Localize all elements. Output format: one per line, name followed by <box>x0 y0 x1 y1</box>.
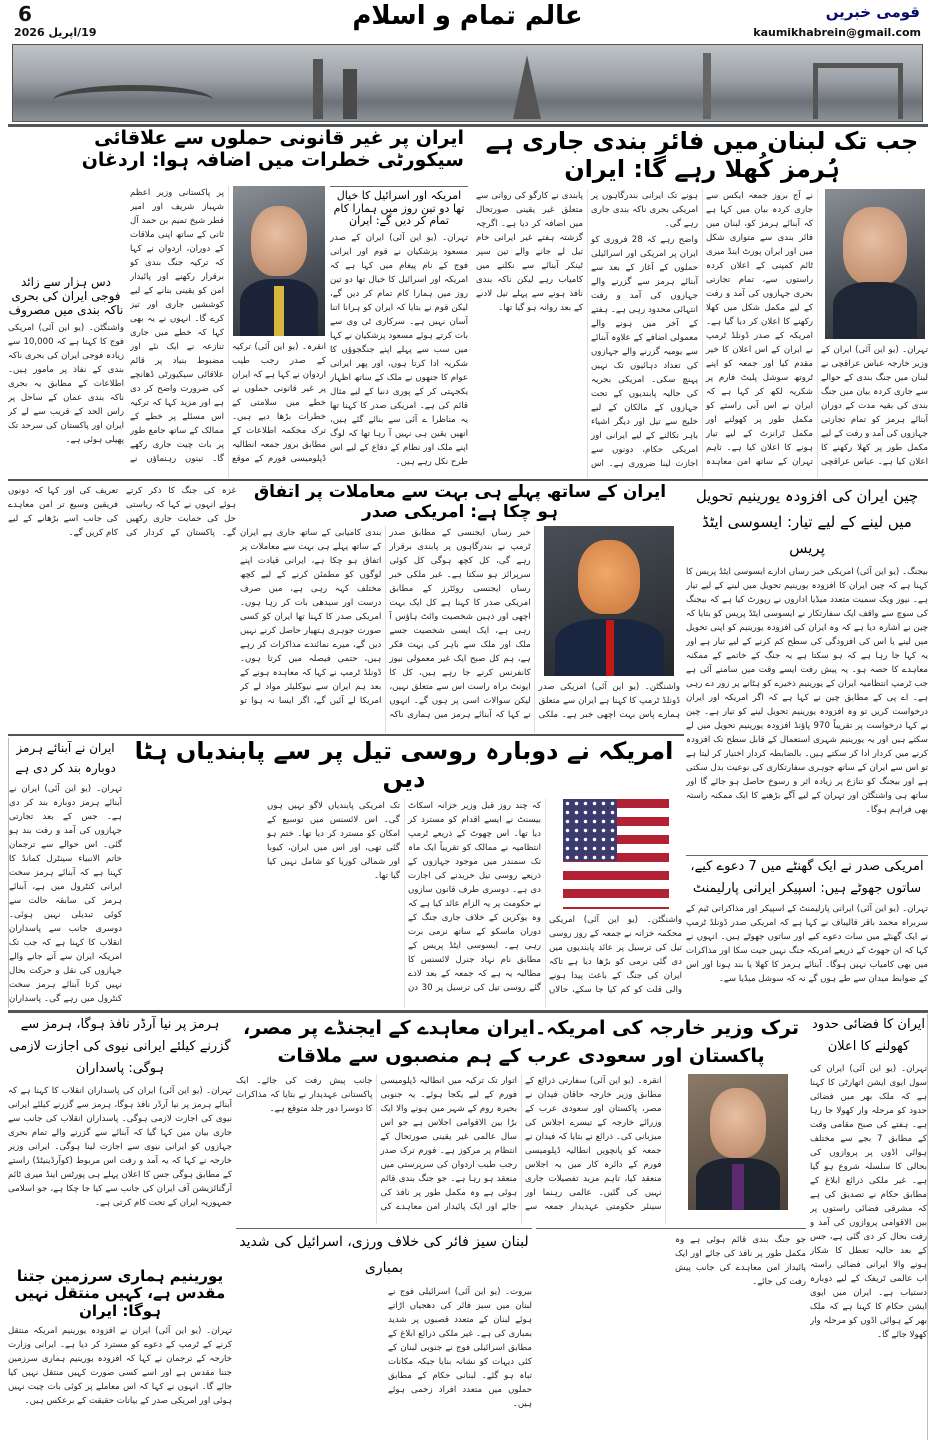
photo-us-flag <box>563 799 669 909</box>
article-turkish-fm-continued: جو جنگ بندی قائم ہوئی ہے وہ مکمل طور پر نافذ کی جائے اور ایک پائیدار امن معاہدے کی جانب پیش رفت کی جائے۔ <box>536 1228 806 1440</box>
headline: ایران نے آبنائے ہرمز دوبارہ بند کر دی ہے <box>15 741 116 775</box>
section-title: عالم تمام و اسلام <box>352 1 583 31</box>
article-turkish-fm <box>236 1014 806 1224</box>
article-airspace <box>810 1014 928 1440</box>
page-number: 6 <box>18 2 32 26</box>
article-hormuz-order <box>8 1014 232 1264</box>
article-body: واشنگٹن۔ (یو این آئی) امریکی محکمہ خزانہ نے جمعہ کے روز روسی تیل کی ترسیل پر عائد پابندیوں میں دی گئی نرمی کو بڑھا دیا ہے تاکہ ایران کی جنگ کے باعث پیدا ہونے والی قلت کو کم کیا جا سکے، حالاں کہ چند روز قبل وزیر خزانہ اسکاٹ بیسنٹ نے ایسے اقدام کو مسترد کر دیا تھا۔ اس چھوٹ کے ذریعے ٹرمپ انتظامیہ نے ممالک کو تقریباً ایک ماہ تک سمندر میں موجود جہازوں کے ذریعے روسی تیل خریدنے کی اجازت دی ہے۔ دوسری طرف قانون سازوں نے حکومت پر یہ الزام عائد کیا ہے کہ وہ یوکرین کے خلاف جاری جنگ کے دوران ماسکو کے ساتھ نرمی برت رہی ہے۔ ایسوسی ایٹڈ پریس کے مطابق نام نہاد جنرل لائسنس کا مطالبہ یہ ہے کہ جمعہ کے بعد لادے گئے روسی تیل کی ترسیل پر 30 دن تک امریکی پابندیاں لاگو نہیں ہوں گی۔ اس لائسنس میں توسیع کے امکان کو مسترد کر دیا تھا۔ ختم ہو گئی تھی، اور اس میں ایران، کیوبا اور شمالی کوریا کو شامل نہیں کیا گیا تھا۔ <box>267 801 682 996</box>
logo-icon <box>770 2 920 24</box>
email-address: kaumikhabrein@gmail.com <box>753 26 921 39</box>
subheadline: دس ہزار سے زائد فوجی ایران کی بحری ناکہ بندی میں مصروف <box>8 275 124 317</box>
page-header <box>0 0 935 42</box>
flag-stars-icon <box>563 799 617 861</box>
photo-hakan-fidan <box>688 1074 788 1210</box>
article-body: واشنگٹن۔ (یو این آئی) امریکی صدر ڈونلڈ ٹرمپ کا کہنا ہے ایران سے متعلق ہمارے پاس بہت اچھی خبر ہے۔ ملکی خبر رساں ایجنسی کے مطابق صدر ٹرمپ نے بندرگاہوں پر پابندی برقرار رہے گی، کل کچھ ہوگی کل کوئی سرپرائز ہو سکتا ہے۔ غیر ملکی خبر رساں ایجنسی روئٹرز کے مطابق امریکی صدر کا کہنا ہے کل ایک بہت اچھی اور ذہین شخصیت وائٹ ہاؤس آ رہی ہے، ایک ایسی شخصیت جسے ملک اور ملک سے باہر کی بہت فکر ہے، ہم کل صبح ایک غیر معمولی نیوز کانفرنس کرنے جا رہے ہیں، کل کا ایونٹ براہ راست اس سے متعلق نہیں، لیکن سوالات اسی پر ہوں گے۔ انہوں نے کہا کہ آبنائے ہرمز میں ہماری ناکہ بندی کامیابی کے ساتھ جاری ہے ایران کے ساتھ پہلے ہی بہت سے معاملات پر اتفاق ہو چکا ہے، ایرانی قیادت اپنے لوگوں کو مطمئن کرنے کے لیے کچھ مختلف کہہ رہی ہے، میں صرف درست اور سیدھی بات کر رہا ہوں۔ امریکی صدر کا کہنا تھا ایران کو کسی صورت جوہری ہتھیار حاصل کرنے نہیں دیں گے، میرے نمائندے مذاکرات کر رہے ہیں، حتمی فیصلہ میں کرتا ہوں۔ ڈونلڈ ٹرمپ نے کہا کہ معاہدہ ہونے کے بعد ہم ایران سے نیوکلیئر مواد لے کر امریکا لے آئیں گے، اگر ایسا نہ ہوا تو <box>240 528 680 721</box>
article-body: تہران۔ (یو این آئی) ایرانی پارلیمنٹ کے اسپیکر اور مذاکراتی ٹیم کے سربراہ محمد باقر قالیباف نے کہا ہے کہ امریکی صدر ڈونلڈ ٹرمپ نے ایک گھنٹے میں سات دعوے کیے اور ساتوں جھوٹے ہیں۔ انہوں نے کہا کہ ان جھوٹ کے ذریعے امریکہ جنگ نہیں جیت سکا اور مذاکرات میں بھی کامیاب نہیں ہوگا۔ آبنائے ہرمز کا کھلا یا بند ہونا اور اس کے ضوابط میدان سے طے ہوں گے نہ کہ سوشل میڈیا سے۔ <box>686 904 928 984</box>
headline: ایران کا فضائی حدود کھولنے کا اعلان <box>812 1017 925 1054</box>
article-seven-claims <box>686 855 928 1008</box>
article-uranium-sacred <box>8 1268 232 1440</box>
article-hormuz-open <box>476 128 928 478</box>
article-body: تہران۔ (یو این آئی) ایران کی سول ایوی ایشن اتھارٹی کا کہنا ہے کہ ملک بھر میں فضائی حدود کو مرحلہ وار کھولا جا رہا ہے۔ ہفتے کی صبح مقامی وقت کے مطابق 7 بجے سے مختلف ہوائی اڈوں پر پروازوں کی بحالی کا سلسلہ شروع ہو گیا ہے۔ غیر ملکی ذرائع ابلاغ کے مطابق حکام نے تصدیق کی ہے کہ مشرقی فضائی راستوں پر بین الاقوامی پروازوں کی آمد و رفت بحال کر دی گئی ہے، جس کے بعد حالیہ تعطل کا شکار ہونے والا ایرانی فضائی راستہ اب عالمی ٹریفک کے لیے دوبارہ دستیاب ہے۔ ایران میں ایوی ایشن حکام کا کہنا ہے کہ ملک بھر کے ہوائی اڈوں کو مرحلہ وار کھولا جائے گا۔ <box>810 1064 927 1340</box>
article-china-uranium <box>686 483 928 851</box>
subheadline: امریکہ اور اسرائیل کا خیال تھا دو تین روز میں ہمارا کام تمام کر دیں گے: ایران <box>333 189 465 228</box>
article-body: تہران۔ (یو این آئی) ایران کے صدر مسعود پزشکیان نے قوم اور ایرانی فوج کے نام پیغام میں کہا ہے کہ امریکہ اور اسرائیل کا خیال تھا دو تین روز میں ہمارا کام تمام کر دیں گے، لیکن قوم نے بتایا کہ ایران کو ہرانا اتنا آسان نہیں ہے۔ سرکاری ٹی وی سے بات کرتے ہوئے مسعود پزشکیان نے کہا میں سب سے پہلے اپنے جنگجوؤں کا شکریہ ادا کرتا ہوں، اور پھر ایرانی عوام کا جنھوں نے ملک کے ساتھ اظہار یکجہتی کر کے پوری دنیا کے لیے مثال قائم کی ہے۔ امریکی صدر کا کہنا تھا یہ مناظرا ے آئی سے بنائے گئے ہیں، انھیں یقین ہی نہیں آ رہا تھا کہ لوگ اپنے ملک اور نظام کے دفاع کے لیے اس طرح نکل رہے ہیں۔ <box>330 232 468 467</box>
headline: ہرمز پر نیا آرڈر نافذ ہوگا، ہرمز سے گزرنے کیلئے ایرانی نیوی کی اجازت لازمی ہوگی: پاسداران <box>9 1017 231 1076</box>
article-body: انقرہ۔ (یو این آئی) سفارتی ذرائع کے مطابق وزیر خارجہ حاقان فیدان نے مصر، پاکستان اور سعودی عرب کے وزرائے خارجہ کے تیسرے اجلاس کی میزبانی کی۔ ذرائع نے بتایا کہ فیدان نے جمعہ کو پانچویں انطالیہ ڈپلومیسی فورم کے دائرہ کار میں یہ اجلاس منعقد کیا، تاہم مزید تفصیلات جاری نہیں کی گئیں۔ عالمی رہنما اور سینئر حکومتی عہدیدار جمعہ سے اتوار تک ترکیہ میں انطالیہ ڈپلومیسی فورم کے لیے یکجا ہوئے۔ یہ جنوبی بحیرہ روم کے شہر میں ہونے والا ایک بڑا بین الاقوامی اجلاس ہے جو اس سال عالمی غیر یقینی صورتحال کے انتظام پر مرکوز ہے۔ فورم ترک صدر رجب طیب اردوان کی سرپرستی میں منعقد ہو رہا ہے۔ جو جنگ بندی قائم ہوئی ہے وہ مکمل طور پر نافذ کی جائے اور ایک پائیدار امن معاہدے کی جانب پیش رفت کی جائے۔ ایک پاکستانی عہدیدار نے بتایا کہ مذاکرات کا دوسرا دور جلد متوقع ہے۔ <box>236 1074 806 1224</box>
article-body: تہران۔ (یو این آئی) ایران کے وزیر خارجہ عباس عراقچی نے لبنان میں جنگ بندی کے حوالے سے جاری کردہ بیان میں جنگ بندی کی بقیہ مدت کے دوران آبنائے ہرمز کو تمام تجارتی جہازوں کی آمد و رفت کے لیے مکمل طور پر کھلا رکھنے کا اعلان کیا ہے۔ عباس عراقچی نے آج بروز جمعہ ایکس سے جاری کردہ بیان میں کہا ہے کہ آبنائے ہرمز کو، لبنان میں فائر بندی سے متوازی شکل میں اور ایران پورٹ اینڈ میری ٹائم کمپنی کے اعلان کردہ راستوں سے، تمام تجارتی بحری جہازوں کی آمد و رفت کے لیے مکمل شکل میں کھلا رکھنے کا اعلان کر دیا گیا ہے۔ امریکہ کے صدر ڈونلڈ ٹرمپ نے ایران کے اس اعلان کا خیر مقدم کیا اور جمعہ کو اپنے ٹروتھ سوشل پلیٹ فارم پر شکریہ لکھ کر کہا ہے کہ ایران نے اس آبی راستے کو مکمل طور پر کھولنے اور مکمل ٹرانزٹ کے لیے تیار ہونے کا اعلان کیا ہے۔ تاہم تہران کے ساتھ امن معاہدہ ہونے تک ایرانی بندرگاہوں پر امریکی بحری ناکہ بندی جاری رہے گی۔ واضح رہے کہ 28 فروری کو ایران پر امریکی اور اسرائیلی حملوں کے آغاز کے بعد سے آبنائے ہرمز سے گزرنے والے جہازوں کی آمد و رفت انتہائی محدود رہی ہے۔ ہفتے کے آخر میں ہونے والے معمولی اضافے کے علاوہ آبنائے سے یومیہ گزرنے والے جہازوں کی تعداد دہائیوں تک نہیں پہنچ سکی۔ امریکی بحریہ کی حالیہ پابندیوں کے تحت جہازوں کے مالکان کے لیے خلیج سے تیل اور دیگر اشیاء باہر نکالنے کے لیے ایرانی اور امریکی حکام، دونوں سے اجازت لینا ضروری ہے۔ اس پابندی نے کارگو کی روانی سے متعلق غیر یقینی صورتحال میں اضافہ کر دیا ہے۔ اگرچہ گزشتہ ہفتے غیر ایرانی خام تیل لے جانے والے تین سپر ٹینکر آبنائے سے نکلنے میں کامیاب رہے لیکن ناکہ بندی نافذ ہونے سے پہلے تیل لادنے کے بعد روانہ ہو گیا تھا۔ <box>476 191 928 470</box>
headline: ترک وزیر خارجہ کی امریکہ۔ایران معاہدے کے ایجنڈے پر مصر، پاکستان اور سعودی عرب کے ہم منصبوں سے ملاقات <box>243 1017 799 1067</box>
article-ten-thousand <box>8 186 124 478</box>
paper-name: قومی خبریں <box>825 3 920 21</box>
photo-donald-trump <box>544 526 674 676</box>
article-body: واشنگٹن۔ (یو این آئی) امریکی فوج کا کہنا ہے کہ 10,000 سے زیادہ فوجی ایران کی بحری ناکہ بندی کے نفاذ پر مامور ہیں۔ اطلاعات کے مطابق یہ بحری ناکہ بندی عمان کے ساحل پر راس الحد کے قریب سے لے کر ایران اور پاکستان کی سرحد تک پھیلی ہوئی ہے۔ <box>8 323 124 446</box>
article-pezeshkian <box>330 186 468 478</box>
article-body: بیجنگ۔ (یو این آئی) امریکی خبر رساں ادارے ایسوسی ایٹڈ پریس کا کہنا ہے کہ چین ایران کا افزودہ یورینیم تحویل میں لینے کے لیے تیار ہے۔ نیوز ویک سمیت متعدد میڈیا اداروں نے رپورٹ کیا ہے کہ بیجنگ کی سوچ سے واقف ایک سفارتکار نے ایسوسی ایٹڈ پریس کو بتایا کہ چین نے اشارہ دیا ہے کہ وہ ایران کی افزودہ یورینیم کو اپنی تحویل میں لینے یا اس کی افزودگی کی سطح کم کرنے کے لیے تیار ہے اور یہ کہا جا رہا ہے کہ ہو سکتا ہے یہ جنگ کے خاتمے کے ممکنہ معاہدے کا حصہ ہو۔ یہ پیش رفت ایسے وقت میں سامنے آئی ہے جب ٹرمپ انتظامیہ ایران کے یورینیم ذخیرے کو ہٹانے پر زور دے رہی ہے۔ اے پی کے مطابق چین نے کہا ہے کہ اگر امریکہ اور ایران درخواست کریں تو وہ افزودہ یورینیم تحویل لینے کو تیار ہے۔ چین نے کہا درخواست پر تقریباً 970 پاؤنڈ افزودہ یورینیم تحویل میں لے سکتے ہیں اور یہ یورینیم شہری استعمال کے قابل سطح تک افزودہ کرنے میں کردار ادا کر سکتے ہیں۔ بالضابطہ کردار اختیار کر لیتا ہے تو اس سے ایران کے ساتھ جوہری سفارتکاری کی نوعیت بدل سکتی ہے اور بیجنگ کو تنازع پر زیادہ اثر و رسوخ حاصل ہو جائے گا اور ساتھ ہی واشنگٹن اور تہران کے لیے آگے بڑھنے کا ایک ممکنہ راستہ بھی فراہم ہوگا۔ <box>686 567 928 815</box>
article-lebanon <box>236 1228 532 1440</box>
article-trump <box>240 483 680 733</box>
headline: امریکی صدر نے ایک گھنٹے میں 7 دعوے کیے، ساتوں جھوٹے ہیں: اسپیکر ایرانی پارلیمنٹ <box>690 859 924 896</box>
headline: یورینیم ہماری سرزمین جتنا مقدس ہے، کہیں منتقل نہیں ہوگا: ایران <box>14 1268 226 1320</box>
headline: جب تک لبنان میں فائر بندی جاری ہے ہُرمز کُھلا رہے گا: ایران <box>485 128 919 183</box>
article-russian-oil <box>126 738 682 1008</box>
article-hormuz-closed <box>8 738 122 1008</box>
photo-erdogan <box>233 186 325 336</box>
skyline-banner <box>12 44 923 122</box>
article-erdogan-continued: غزہ کی جنگ کا ذکر کرتے ہوئے انہوں نے کہا کہ ریاستی حل کی حمایت جاری رکھیں گے۔ پاکستان کے کردار کی تعریف کی اور کہا کہ دونوں فریقین وسیع تر امن معاہدے کی جانب اسے بڑھانے کے لیے کام کریں گے۔ <box>8 486 236 538</box>
article-body: تہران۔ (یو این آئی) ایران کی پاسداران انقلاب کا کہنا ہے کہ آبنائے ہرمز پر نیا آرڈر نافذ ہوگا، ہرمز سے گزرنے کیلئے ایرانی نیوی کی اجازت لازمی ہوگی۔ پاسداران انقلاب کی جانب سے جاری بیان میں کہا گیا کہ آبنائے سے گزرنے والے تمام بحری جہازوں کو ایرانی نیوی سے اجازت لینا ہوگی۔ ایرانی وزیر خارجہ نے کہا کہ یہ آمد و رفت اس مربوط (کوآرڈینیٹڈ) راستے کے مطابق ہوگی جس کا اعلان پہلے ہی پورٹس اینڈ میری ٹائم آرگنائزیشن آف ایران کی جانب سے کیا جا چکا ہے، جو اسلامی جمہوریہ ایران کے تحت کام کرتی ہے۔ <box>8 1086 232 1208</box>
photo-abbas-araghchi <box>825 189 925 339</box>
article-erdogan-body: انقرہ۔ (یو این آئی) ترکیہ کے صدر رجب طیب اردوان نے کہا ہے کہ ایران پر غیر قانونی حملوں نے خطے میں سلامتی کے خطرات بڑھا دیے ہیں۔ ترک محکمہ اطلاعات کے مطابق بروز جمعہ انطالیہ ڈپلومیسی فورم کے موقع پر پاکستانی وزیر اعظم شہباز شریف اور امیر قطر شیخ تمیم بن حمد آل ثانی کے ساتھ اپنی ملاقات کے دوران، اردوان نے کہا کہ ترکیہ جنگ بندی کو برقرار رکھنے اور پائیدار امن کو یقینی بنانے کے لیے کوششیں جاری اور تیز کرے گا۔ انہوں نے یہ بھی کہا کہ خطے میں جاری تنازعہ نے ایک نئے اور مضبوط بنیاد پر قائم علاقائی سیکیورٹی ڈھانچے کی ضرورت واضح کر دی ہے اور مزید کہا کہ ترکیہ اس مسئلے پر خطے کے ممالک کے ساتھ جامع طور پر بات چیت جاری رکھے گا۔ تینوں رہنماؤں نے <box>130 188 326 464</box>
headline: امریکہ نے دوبارہ روسی تیل پر سے پابندیاں ہٹا دیں <box>134 738 674 793</box>
article-body: بیروت۔ (یو این آئی) اسرائیلی فوج نے لبنان میں سیز فائر کی دھجیاں اڑاتے ہوئے لبنان کے متعدد قصبوں پر شدید بمباری کی ہے۔ غیر ملکی ذرائع ابلاغ کے مطابق اسرائیلی فوج نے جنوبی لبنان کے کئی دیہات کو نشانہ بنایا جبکہ مکانات تباہ ہو گئے۔ لبنانی حکام کے مطابق حملوں میں متعدد افراد زخمی ہوئے ہیں۔ <box>388 1287 532 1409</box>
article-body: تہران۔ (یو این آئی) ایران نے افزودہ یورینیم امریکہ منتقل کرنے کے ٹرمپ کے دعوے کو مسترد کر دیا ہے۔ ایرانی وزارت خارجہ کے ترجمان نے کہا کہ افزودہ یورینیم ہماری سرزمین جتنا مقدس ہے اور اسے کسی صورت کہیں منتقل نہیں کیا جائے گا۔ انہوں نے کہا کہ اس معاملے پر کوئی بات چیت نہیں ہوئی اور امریکی صدر کے بیانات حقیقت کے برعکس ہیں۔ <box>8 1325 232 1406</box>
headline: چین ایران کی افزودہ یورینیم تحویل میں لینے کے لیے تیار: ایسوسی ایٹڈ پریس <box>695 487 919 557</box>
issue-date: 19/اپریل 2026 <box>14 26 97 39</box>
headline: لبنان سیز فائر کی خلاف ورزی، اسرائیل کی شدید بمباری <box>239 1234 529 1276</box>
erdogan-headline: ایران پر غیر قانونی حملوں سے علاقائی سیکورٹی خطرات میں اضافہ ہوا: اردغان <box>81 127 464 171</box>
headline: ایران کے ساتھ پہلے ہی بہت سے معاملات پر اتفاق ہو چکا ہے: امریکی صدر <box>253 483 667 522</box>
article-body: تہران۔ (یو این آئی) ایران نے آبنائے ہرمز دوبارہ بند کر دی ہے۔ جس کے بعد تجارتی جہازوں کی آمد و رفت بند ہو گئی۔ اس حوالے سے ترجمان خاتم الانبیاء سینٹرل کمانڈ کا کہنا ہے کہ آبنائے ہرمز سخت ایرانی کنٹرول میں ہے، آبنائے ہرمز کی سابقہ حالت سے کوئی تبدیلی نہیں ہوئی۔ دوسری جانب سے پاسداران انقلاب کا کہنا ہے کہ جب تک امریکہ ایران سے آنے جانے والے جہازوں کی نقل و حرکت بحال نہیں کرتا آبنائے ہرمز سخت کنٹرول میں رہے گی۔ پاسداران <box>9 784 122 1004</box>
